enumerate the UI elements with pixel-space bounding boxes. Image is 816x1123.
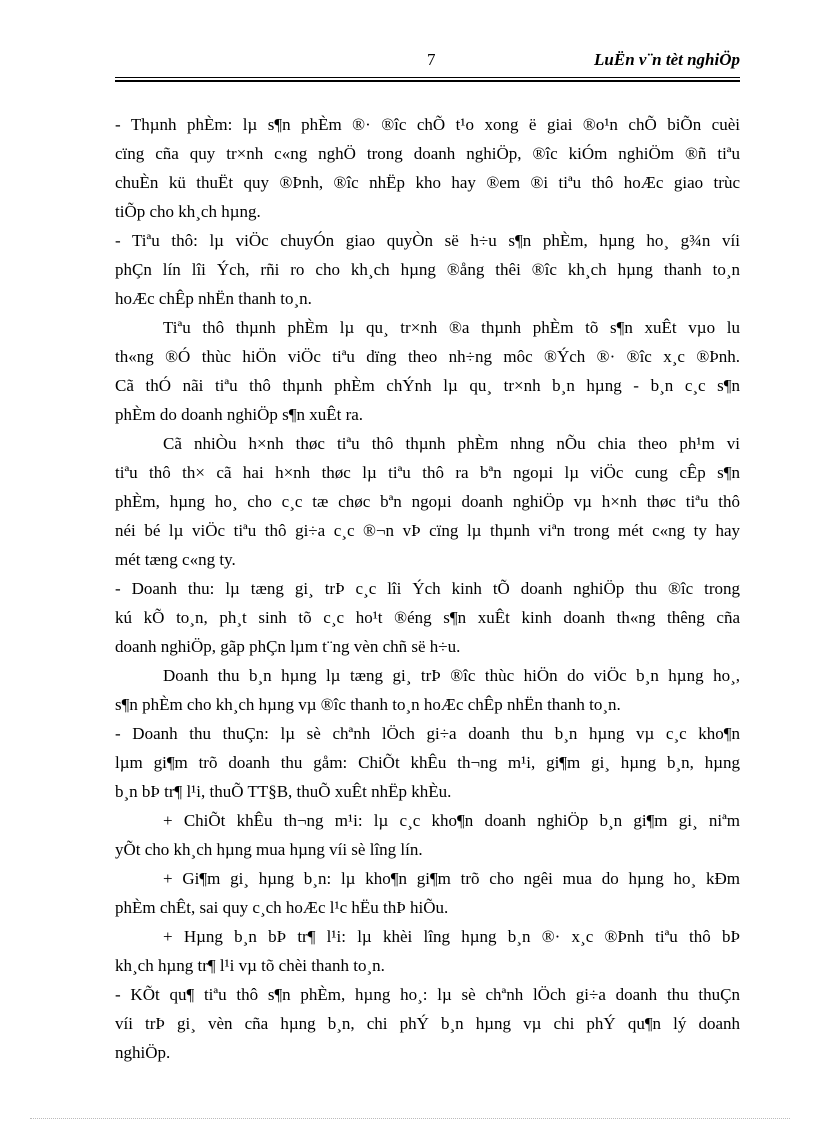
text-line: chuÈn kü thuËt quy ®Þnh, ®îc nhËp kho hay ®em ®i tiªu thô hoÆc giao trùc <box>115 173 740 192</box>
header-rule-thin <box>115 77 740 78</box>
text-line: b¸n bÞ tr¶ l¹i, thuÕ TT§B, thuÕ xuÊt nhËp khÈu. <box>115 782 452 801</box>
text-line: cïng cña quy tr×nh c«ng nghÖ trong doanh nghiÖp, ®îc kiÓm nghiÖm ®ñ tiªu <box>115 144 740 163</box>
text-line: doanh nghiÖp, gãp phÇn lµm t¨ng vèn chñ së h÷u. <box>115 637 461 656</box>
text-line: - Doanh thu: lµ tæng gi¸ trÞ c¸c lîi Ých kinh tÕ doanh nghiÖp thu ®îc trong <box>115 579 740 598</box>
text-line: néi bé lµ viÖc tiªu thô gi÷a c¸c ®¬n vÞ cïng lµ thµnh viªn trong mét c«ng ty hay <box>115 521 740 540</box>
text-line: phÈm, hµng ho¸ cho c¸c tæ chøc bªn ngoµi doanh nghiÖp vµ h×nh thøc tiªu thô <box>115 492 740 511</box>
text-line: phÇn lín lîi Ých, rñi ro cho kh¸ch hµng ®ång thêi ®îc kh¸ch hµng thanh to¸n <box>115 260 740 279</box>
text-line: th«ng ®Ó thùc hiÖn viÖc tiªu dïng theo nh÷ng môc ®Ých ®· ®îc x¸c ®Þnh. <box>115 347 740 366</box>
text-line: kú kÕ to¸n, ph¸t sinh tõ c¸c ho¹t ®éng s¶n xuÊt kinh doanh th«ng thêng cña <box>115 608 740 627</box>
text-line: - KÕt qu¶ tiªu thô s¶n phÈm, hµng ho¸: lµ sè chªnh lÖch gi÷a doanh thu thuÇn <box>115 985 740 1004</box>
text-line: Tiªu thô thµnh phÈm lµ qu¸ tr×nh ®a thµnh phÈm tõ s¶n xuÊt vµo lu <box>163 318 740 337</box>
document-title: LuËn v¨n tèt nghiÖp <box>594 50 740 69</box>
page-header <box>115 48 740 72</box>
text-line: Cã nhiÒu h×nh thøc tiªu thô thµnh phÈm nhng nÕu chia theo ph¹m vi <box>163 434 740 453</box>
text-line: phÈm chÊt, sai quy c¸ch hoÆc l¹c hËu thÞ hiÕu. <box>115 898 449 917</box>
text-line: - Doanh thu thuÇn: lµ sè chªnh lÖch gi÷a doanh thu b¸n hµng vµ c¸c kho¶n <box>115 724 740 743</box>
text-line: Doanh thu b¸n hµng lµ tæng gi¸ trÞ ®îc thùc hiÖn do viÖc b¸n hµng ho¸, <box>163 666 740 685</box>
text-line: lµm gi¶m trõ doanh thu gåm: ChiÕt khÊu th¬ng m¹i, gi¶m gi¸ hµng b¸n, hµng <box>115 753 740 772</box>
text-line: + ChiÕt khÊu th¬ng m¹i: lµ c¸c kho¶n doanh nghiÖp b¸n gi¶m gi¸ niªm <box>163 811 740 830</box>
text-line: hoÆc chÊp nhËn thanh to¸n. <box>115 289 312 308</box>
text-line: + Hµng b¸n bÞ tr¶ l¹i: lµ khèi lîng hµng b¸n ®· x¸c ®Þnh tiªu thô bÞ <box>163 927 740 946</box>
text-line: nghiÖp. <box>115 1043 171 1062</box>
text-line: kh¸ch hµng tr¶ l¹i vµ tõ chèi thanh to¸n. <box>115 956 385 975</box>
header-rule-thick <box>115 80 740 82</box>
text-line: mét tæng c«ng ty. <box>115 550 236 569</box>
page-bottom-border <box>30 1118 790 1119</box>
text-line: tiÕp cho kh¸ch hµng. <box>115 202 261 221</box>
body-text <box>115 110 740 1067</box>
text-line: - Thµnh phÈm: lµ s¶n phÈm ®· ®îc chÕ t¹o xong ë giai ®o¹n chÕ biÕn cuèi <box>115 115 740 134</box>
page-number: 7 <box>427 50 436 69</box>
text-line: Cã thÓ nãi tiªu thô thµnh phÈm chÝnh lµ qu¸ tr×nh b¸n hµng - b¸n c¸c s¶n <box>115 376 740 395</box>
text-line: s¶n phÈm cho kh¸ch hµng vµ ®îc thanh to¸n hoÆc chÊp nhËn thanh to¸n. <box>115 695 621 714</box>
text-line: - Tiªu thô: lµ viÖc chuyÓn giao quyÒn së h÷u s¶n phÈm, hµng ho¸ g¾n víi <box>115 231 740 250</box>
text-line: phÈm do doanh nghiÖp s¶n xuÊt ra. <box>115 405 364 424</box>
text-line: tiªu thô th× cã hai h×nh thøc lµ tiªu thô ra bªn ngoµi lµ viÖc cung cÊp s¶n <box>115 463 740 482</box>
text-line: víi trÞ gi¸ vèn cña hµng b¸n, chi phÝ b¸n hµng vµ chi phÝ qu¶n lý doanh <box>115 1014 740 1033</box>
text-line: + Gi¶m gi¸ hµng b¸n: lµ kho¶n gi¶m trõ cho ngêi mua do hµng ho¸ kÐm <box>163 869 740 888</box>
text-line: yÕt cho kh¸ch hµng mua hµng víi sè lîng lín. <box>115 840 423 859</box>
